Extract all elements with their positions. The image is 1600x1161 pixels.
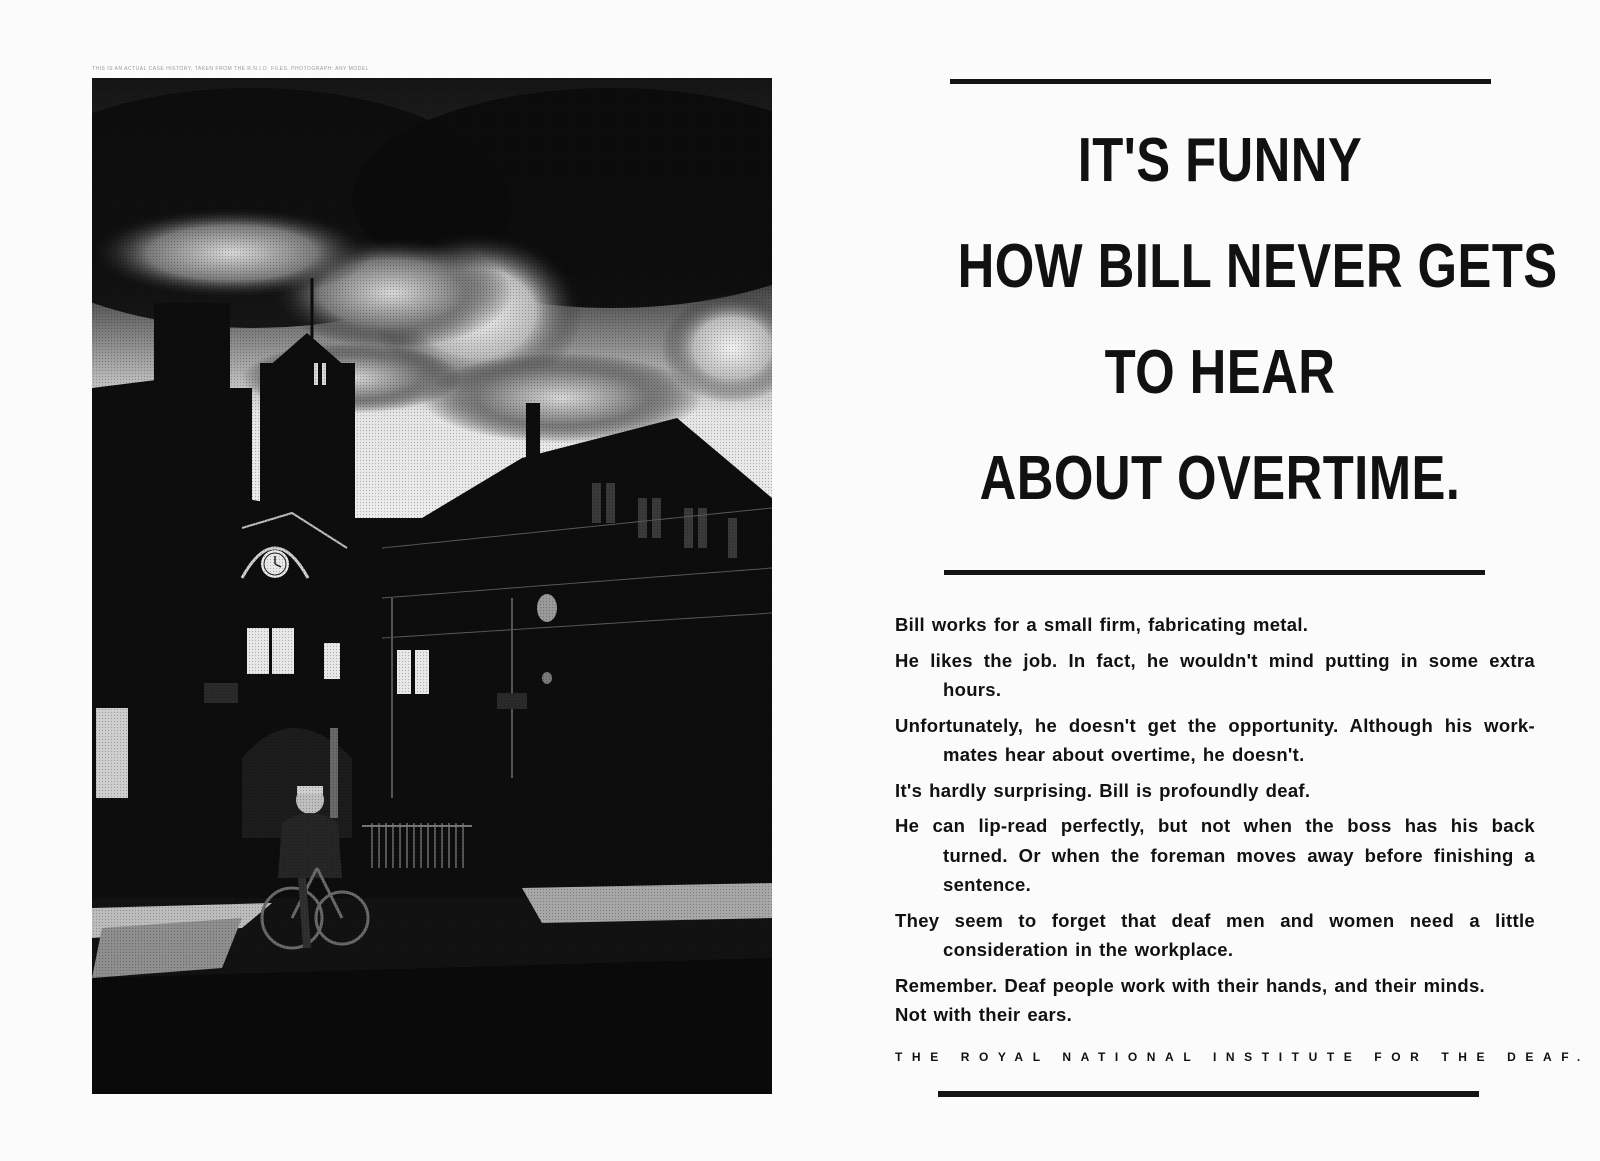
middle-rule bbox=[944, 570, 1485, 575]
headline-line-3: TO HEAR bbox=[1104, 338, 1336, 407]
body-paragraph-6: They seem to forget that deaf men and women need a little consideration in the workplace. bbox=[895, 909, 1535, 960]
body-paragraph-2: He likes the job. In fact, he wouldn't mind putting in some extra hours. bbox=[895, 649, 1535, 700]
bottom-rule bbox=[938, 1091, 1479, 1097]
body-copy bbox=[895, 610, 1535, 1036]
photo-caption: THIS IS AN ACTUAL CASE HISTORY, TAKEN FROM THE R.N.I.D. FILES. PHOTOGRAPH: ANY MODEL bbox=[92, 66, 369, 72]
factory-building-image bbox=[92, 78, 772, 1094]
headline-line-4: ABOUT OVERTIME. bbox=[979, 444, 1461, 513]
top-rule bbox=[950, 79, 1491, 84]
body-paragraph-5: He can lip-read perfectly, but not when the boss has his back turned. Or when the foreman moves away before finishing a sentence. bbox=[895, 815, 1535, 895]
organization-signature: THE ROYAL NATIONAL INSTITUTE FOR THE DEAF. bbox=[895, 1050, 1590, 1064]
headline bbox=[900, 126, 1558, 554]
body-paragraph-4: It's hardly surprising. Bill is profoundly deaf. bbox=[895, 779, 1311, 801]
body-paragraph-1: Bill works for a small firm, fabricating metal. bbox=[895, 614, 1309, 635]
factory-photograph bbox=[92, 78, 772, 1094]
body-paragraph-3: Unfortunately, he doesn't get the opportunity. Although his work-mates hear about overtime, he doesn't. bbox=[895, 714, 1535, 765]
headline-line-2: HOW BILL NEVER GETS bbox=[957, 232, 1558, 301]
headline-line-1: IT'S FUNNY bbox=[1077, 126, 1363, 195]
body-paragraph-7: Remember. Deaf people work with their hands, and their minds. bbox=[895, 974, 1485, 996]
body-paragraph-8: Not with their ears. bbox=[895, 1004, 1073, 1025]
